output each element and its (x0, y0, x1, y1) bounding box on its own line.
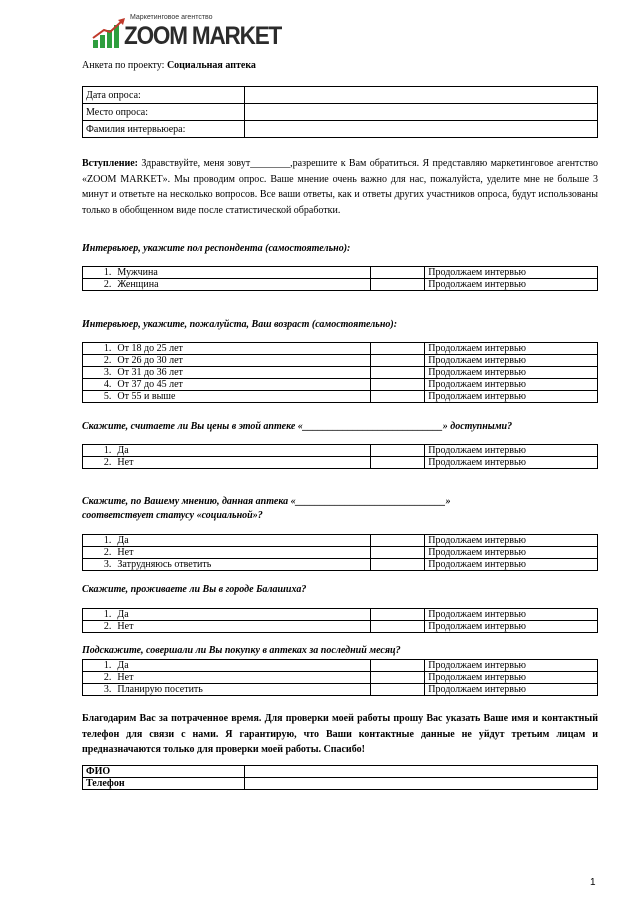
survey-place-label: Место опроса: (83, 104, 245, 121)
question-gender: Интервьюер, укажите пол респондента (самостоятельно): (82, 243, 351, 254)
question-prices: Скажите, считаете ли Вы цены в этой аптеке «____________________________» доступными? (82, 421, 513, 432)
answer-row (83, 445, 598, 457)
answer-row (83, 267, 598, 279)
answer-row (83, 684, 598, 696)
option-result: Продолжаем интервью (425, 621, 598, 633)
option-number: 1. (83, 660, 115, 672)
option-label[interactable]: Да (114, 445, 370, 457)
option-label[interactable]: Нет (114, 672, 370, 684)
option-result: Продолжаем интервью (425, 343, 598, 355)
option-label[interactable]: От 18 до 25 лет (114, 343, 370, 355)
option-number: 1. (83, 535, 115, 547)
option-label[interactable]: Затрудняюсь ответить (114, 559, 370, 571)
answer-row (83, 279, 598, 291)
option-result: Продолжаем интервью (425, 379, 598, 391)
option-result: Продолжаем интервью (425, 660, 598, 672)
intro-text: Здравствуйте, меня зовут________,разрешите к Вам обратиться. Я представляю маркетинговое агентство «ZOOM MARKET». Мы проводим опрос. Ваше мнение очень важно для нас, пожалуйста, уделите мне не больше 3 минут и ответьте на несколько вопросов. Все ваши ответы, как и ответы других участников опроса, будут использованы только в обобщенном виде после статистической обработки. (82, 158, 598, 216)
survey-title (82, 59, 256, 72)
answers-prices (82, 444, 598, 469)
option-number: 4. (83, 379, 115, 391)
option-label[interactable]: Планирую посетить (114, 684, 370, 696)
option-label[interactable]: От 37 до 45 лет (114, 379, 370, 391)
option-result: Продолжаем интервью (425, 547, 598, 559)
option-label[interactable]: Да (114, 609, 370, 621)
option-number: 3. (83, 559, 115, 571)
growth-chart-icon (92, 18, 126, 50)
answer-row (83, 609, 598, 621)
option-result: Продолжаем интервью (425, 559, 598, 571)
answer-row (83, 547, 598, 559)
answer-row (83, 672, 598, 684)
answer-row (83, 367, 598, 379)
option-number: 2. (83, 355, 115, 367)
option-label[interactable]: Нет (114, 547, 370, 559)
option-result: Продолжаем интервью (425, 684, 598, 696)
info-table (82, 86, 598, 138)
option-result: Продолжаем интервью (425, 267, 598, 279)
answer-row (83, 379, 598, 391)
survey-date-field[interactable] (245, 87, 598, 104)
option-number: 2. (83, 279, 115, 291)
option-label[interactable]: Нет (114, 457, 370, 469)
option-result: Продолжаем интервью (425, 391, 598, 403)
answer-row (83, 621, 598, 633)
answer-row (83, 535, 598, 547)
interviewer-field[interactable] (245, 121, 598, 138)
question-purchase: Подскажите, совершали ли Вы покупку в аптеках за последний месяц? (82, 645, 401, 656)
question-age: Интервьюер, укажите, пожалуйста, Ваш возраст (самостоятельно): (82, 319, 398, 330)
logo-subtitle: Маркетинговое агентство (130, 14, 213, 21)
option-result: Продолжаем интервью (425, 279, 598, 291)
page-number: 1 (590, 877, 596, 888)
phone-label: Телефон (83, 778, 245, 790)
option-number: 3. (83, 684, 115, 696)
answers-social-status (82, 534, 598, 571)
option-label[interactable]: От 55 и выше (114, 391, 370, 403)
option-result: Продолжаем интервью (425, 535, 598, 547)
answer-row (83, 559, 598, 571)
option-result: Продолжаем интервью (425, 609, 598, 621)
survey-place-field[interactable] (245, 104, 598, 121)
project-name: Социальная аптека (166, 60, 256, 71)
option-result: Продолжаем интервью (425, 457, 598, 469)
option-number: 1. (83, 445, 115, 457)
option-number: 2. (83, 621, 115, 633)
question-social-status-line2: соответствует статусу «социальной»? (82, 510, 263, 521)
intro-paragraph (82, 156, 598, 218)
zoom-market-logo (92, 14, 282, 52)
contact-table (82, 765, 598, 790)
option-number: 1. (83, 267, 115, 279)
option-label[interactable]: Мужчина (114, 267, 370, 279)
survey-title-prefix: Анкета по проекту: (82, 60, 167, 71)
question-social-status: Скажите, по Вашему мнению, данная аптека «______________________________» (82, 496, 451, 507)
option-label[interactable]: Да (114, 660, 370, 672)
thanks-paragraph: Благодарим Вас за потраченное время. Для проверки моей работы прошу Вас указать Ваше имя и контактный телефон для связи с нами. Я гарантирую, что Ваши контактные данные не уйдут третьим лицам и предназначаются только для проверки моей работы. Спасибо! (82, 713, 598, 755)
answers-purchase (82, 659, 598, 696)
option-result: Продолжаем интервью (425, 445, 598, 457)
option-label[interactable]: От 31 до 36 лет (114, 367, 370, 379)
full-name-label: ФИО (83, 766, 245, 778)
option-label[interactable]: Нет (114, 621, 370, 633)
answer-row (83, 391, 598, 403)
option-number: 5. (83, 391, 115, 403)
option-number: 2. (83, 457, 115, 469)
option-result: Продолжаем интервью (425, 672, 598, 684)
answer-row (83, 355, 598, 367)
option-number: 3. (83, 367, 115, 379)
answer-row (83, 457, 598, 469)
answers-balashikha (82, 608, 598, 633)
option-label[interactable]: От 26 до 30 лет (114, 355, 370, 367)
answers-age (82, 342, 598, 403)
option-label[interactable]: Да (114, 535, 370, 547)
survey-date-label: Дата опроса: (83, 87, 245, 104)
full-name-field[interactable] (245, 766, 598, 778)
option-number: 2. (83, 547, 115, 559)
intro-label: Вступление: (82, 158, 138, 169)
option-result: Продолжаем интервью (425, 355, 598, 367)
option-number: 2. (83, 672, 115, 684)
answer-row (83, 343, 598, 355)
option-number: 1. (83, 343, 115, 355)
question-balashikha: Скажите, проживаете ли Вы в городе Балашиха? (82, 584, 307, 595)
option-result: Продолжаем интервью (425, 367, 598, 379)
answers-gender (82, 266, 598, 291)
answer-row (83, 660, 598, 672)
interviewer-label: Фамилия интервьюера: (83, 121, 245, 138)
option-label[interactable]: Женщина (114, 279, 370, 291)
option-number: 1. (83, 609, 115, 621)
logo-title: ZOOM MARKET (124, 22, 282, 50)
phone-field[interactable] (245, 778, 598, 790)
